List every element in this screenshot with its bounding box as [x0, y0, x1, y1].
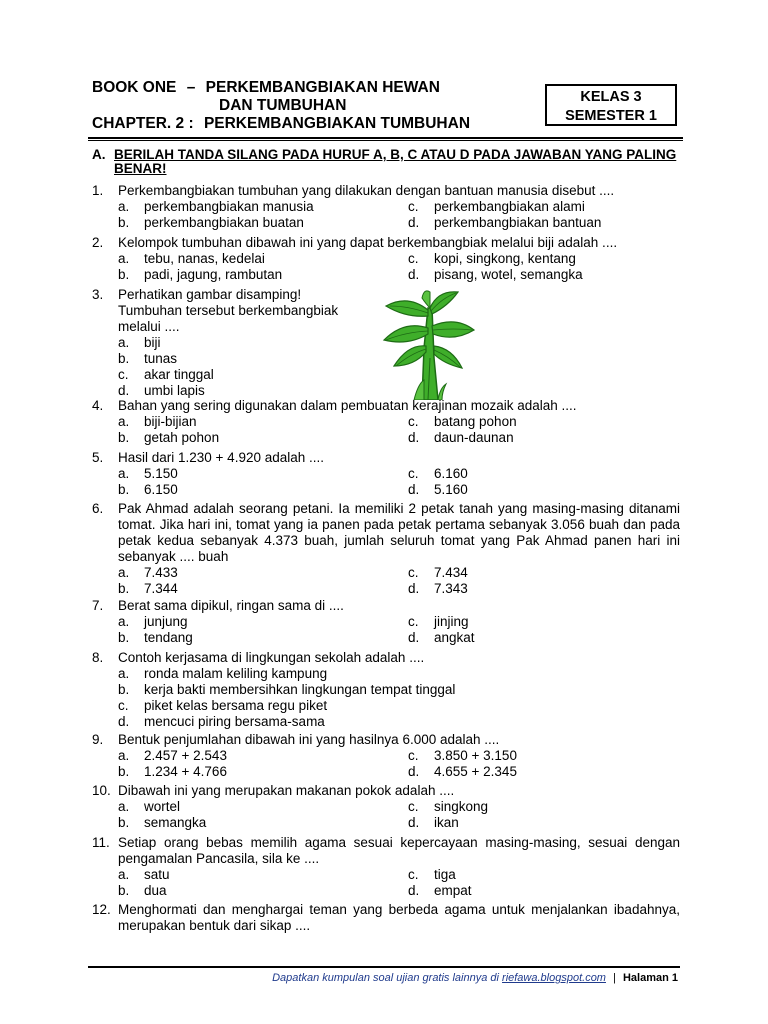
question-text: Perhatikan gambar disamping! Tumbuhan tersebut berkembangbiak melalui ....	[118, 287, 339, 334]
option-c[interactable]: c. piket kelas bersama regu piket	[118, 698, 328, 713]
option-c[interactable]: c. tiga	[408, 867, 456, 882]
option-a[interactable]: a. perkembangbiakan manusia	[118, 199, 314, 214]
option-d[interactable]: d. ikan	[408, 815, 459, 830]
question-number: 6.	[92, 501, 104, 516]
question-1	[92, 183, 680, 231]
options	[118, 565, 680, 597]
question-number: 7.	[92, 598, 104, 613]
option-c[interactable]: c. 6.160	[408, 466, 468, 481]
option-a[interactable]: a. 5.150	[118, 466, 178, 481]
option-b[interactable]: b. perkembangbiakan buatan	[118, 215, 304, 230]
option-d[interactable]: d. empat	[408, 883, 472, 898]
option-b[interactable]: b. 1.234 + 4.766	[118, 764, 227, 779]
footer-link[interactable]: riefawa.blogspot.com	[502, 972, 606, 984]
option-b[interactable]: b. tunas	[118, 351, 178, 366]
question-text: Bentuk penjumlahan dibawah ini yang hasilnya 6.000 adalah ....	[118, 732, 500, 747]
options	[118, 666, 680, 730]
question-number: 3.	[92, 287, 104, 302]
question-number: 12.	[92, 902, 111, 917]
page-number: Halaman 1	[622, 972, 678, 984]
option-a[interactable]: a. tebu, nanas, kedelai	[118, 251, 265, 266]
option-a[interactable]: a. ronda malam keliling kampung	[118, 666, 328, 681]
question-number: 4.	[92, 398, 104, 413]
option-b[interactable]: b. tendang	[118, 630, 193, 645]
options	[118, 251, 680, 283]
question-number: 2.	[92, 235, 104, 250]
option-d[interactable]: d. 5.160	[408, 482, 468, 497]
book-title-cont: DAN TUMBUHAN	[219, 97, 347, 114]
option-d[interactable]: d. angkat	[408, 630, 475, 645]
options	[118, 335, 372, 399]
options	[118, 748, 680, 780]
question-number: 11.	[92, 835, 110, 850]
section-instruction	[92, 148, 682, 176]
question-text: Contoh kerjasama di lingkungan sekolah adalah ....	[118, 650, 425, 665]
options	[118, 614, 680, 646]
option-a[interactable]: a. biji-bijian	[118, 414, 197, 429]
option-c[interactable]: c. batang pohon	[408, 414, 517, 429]
option-b[interactable]: b. 7.344	[118, 581, 178, 596]
header-dash: –	[186, 79, 196, 96]
option-d[interactable]: d. pisang, wotel, semangka	[408, 267, 583, 282]
question-10	[92, 783, 680, 831]
footer-text: Dapatkan kumpulan soal ujian gratis lainnya di	[272, 972, 499, 984]
book-label: BOOK ONE	[92, 79, 177, 96]
chapter-title: PERKEMBANGBIAKAN TUMBUHAN	[203, 115, 471, 132]
question-text: Menghormati dan menghargai teman yang berbeda agama untuk menjalankan ibadahnya, merupakan bentuk dari sikap ....	[118, 902, 680, 933]
options	[118, 199, 680, 231]
question-7	[92, 598, 680, 646]
class-info-box	[545, 84, 677, 126]
question-text: Dibawah ini yang merupakan makanan pokok adalah ....	[118, 783, 455, 798]
option-a[interactable]: a. 7.433	[118, 565, 178, 580]
option-d[interactable]: d. mencuci piring bersama-sama	[118, 714, 325, 729]
question-2	[92, 235, 680, 283]
options	[118, 867, 680, 899]
option-c[interactable]: c. akar tinggal	[118, 367, 214, 382]
footer-separator: |	[613, 972, 616, 984]
question-text: Hasil dari 1.230 + 4.920 adalah ....	[118, 450, 325, 465]
question-4	[92, 398, 680, 446]
question-9	[92, 732, 680, 780]
section-letter: A.	[92, 147, 106, 162]
option-b[interactable]: b. kerja bakti membersihkan lingkungan tempat tinggal	[118, 682, 456, 697]
question-8	[92, 650, 680, 730]
question-5	[92, 450, 680, 498]
footer-divider	[88, 966, 680, 968]
chapter-label: CHAPTER. 2 :	[92, 115, 194, 132]
option-c[interactable]: c. perkembangbiakan alami	[408, 199, 585, 214]
option-c[interactable]: c. kopi, singkong, kentang	[408, 251, 576, 266]
option-b[interactable]: b. padi, jagung, rambutan	[118, 267, 283, 282]
option-d[interactable]: d. 7.343	[408, 581, 468, 596]
option-b[interactable]: b. dua	[118, 883, 167, 898]
options	[118, 466, 680, 498]
question-number: 9.	[92, 732, 104, 747]
option-a[interactable]: a. junjung	[118, 614, 188, 629]
instruction-text: BERILAH TANDA SILANG PADA HURUF A, B, C ATAU D PADA JAWABAN YANG PALING BENAR!	[114, 147, 677, 176]
question-12	[92, 902, 680, 934]
question-text: Berat sama dipikul, ringan sama di ....	[118, 598, 344, 613]
question-number: 10.	[92, 783, 111, 798]
question-text: Pak Ahmad adalah seorang petani. Ia memiliki 2 petak tanah yang masing-masing ditanami tomat. Jika hari ini, tomat yang ia panen pada petak pertama sebanyak 3.056 buah dan pada petak kedua sebanyak 4.373 buah, jumlah seluruh tomat yang Pak Ahmad panen hari ini sebanyak .... buah	[118, 501, 680, 564]
question-text: Setiap orang bebas memilih agama sesuai kepercayaan masing-masing, sesuai dengan pengamalan Pancasila, sila ke ....	[118, 835, 680, 866]
options	[118, 799, 680, 831]
question-text: Kelompok tumbuhan dibawah ini yang dapat berkembangbiak melalui biji adalah ....	[118, 235, 618, 250]
question-number: 1.	[92, 183, 104, 198]
question-number: 8.	[92, 650, 104, 665]
book-title: PERKEMBANGBIAKAN HEWAN	[205, 79, 440, 96]
question-text: Bahan yang sering digunakan dalam pembuatan kerajinan mozaik adalah ....	[118, 398, 577, 413]
option-a[interactable]: a. wortel	[118, 799, 181, 814]
question-11	[92, 835, 680, 899]
option-c[interactable]: c. 3.850 + 3.150	[408, 748, 517, 763]
question-6	[92, 501, 680, 597]
option-d[interactable]: d. umbi lapis	[118, 383, 205, 398]
option-d[interactable]: d. daun-daunan	[408, 430, 514, 445]
kelas-label: KELAS 3	[580, 89, 642, 105]
option-a[interactable]: a. biji	[118, 335, 161, 350]
option-d[interactable]: d. 4.655 + 2.345	[408, 764, 517, 779]
page-footer	[272, 972, 678, 984]
question-3	[92, 287, 372, 399]
option-b[interactable]: b. 6.150	[118, 482, 178, 497]
header-divider	[88, 137, 683, 141]
option-d[interactable]: d. perkembangbiakan bantuan	[408, 215, 602, 230]
banana-plant-illustration	[378, 288, 476, 400]
semester-label: SEMESTER 1	[565, 108, 657, 124]
options	[118, 414, 680, 446]
option-b[interactable]: b. semangka	[118, 815, 207, 830]
option-a[interactable]: a. satu	[118, 867, 170, 882]
question-text: Perkembangbiakan tumbuhan yang dilakukan dengan bantuan manusia disebut ....	[118, 183, 615, 198]
option-c[interactable]: c. singkong	[408, 799, 489, 814]
option-c[interactable]: c. jinjing	[408, 614, 469, 629]
option-a[interactable]: a. 2.457 + 2.543	[118, 748, 227, 763]
option-b[interactable]: b. getah pohon	[118, 430, 220, 445]
option-c[interactable]: c. 7.434	[408, 565, 468, 580]
question-number: 5.	[92, 450, 104, 465]
